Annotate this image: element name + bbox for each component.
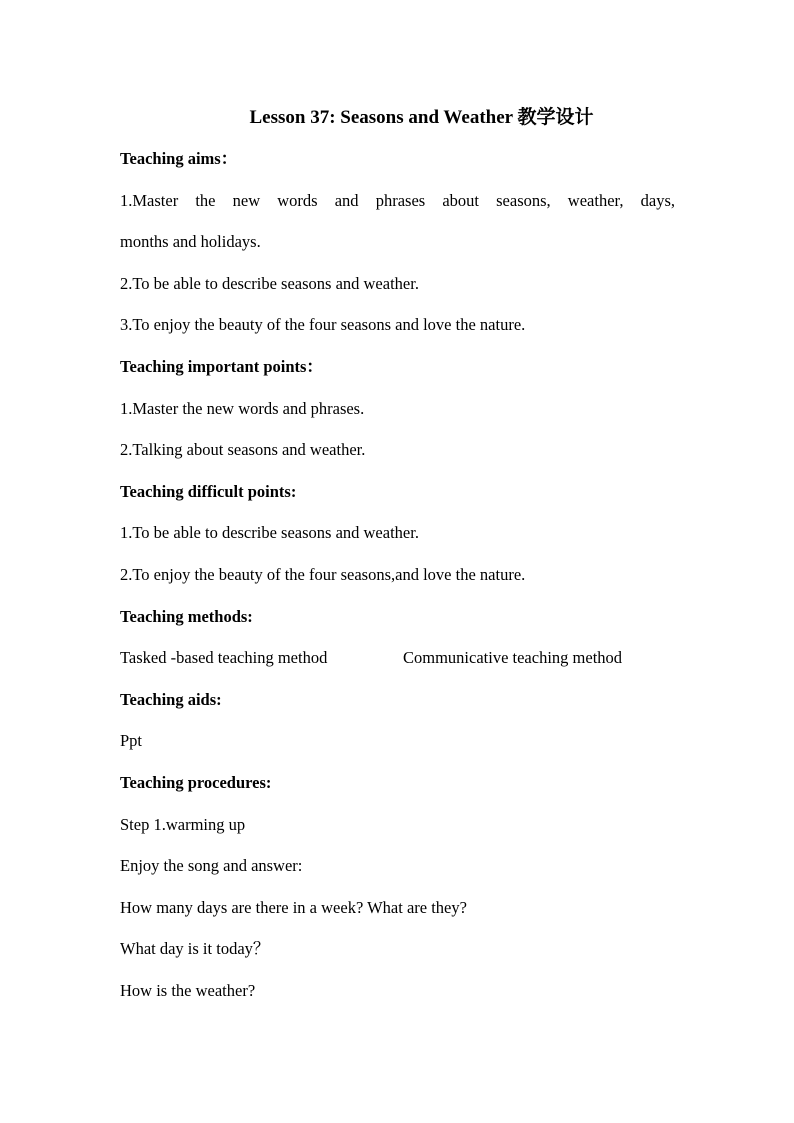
procedure-line-3: What day is it today？ bbox=[120, 939, 270, 959]
teaching-aims-item-2: 2.To be able to describe seasons and weather. bbox=[120, 273, 419, 293]
difficult-points-item-1: 1.To be able to describe seasons and weather. bbox=[120, 523, 419, 543]
procedure-line-1: Enjoy the song and answer: bbox=[120, 856, 303, 876]
important-points-item-2: 2.Talking about seasons and weather. bbox=[120, 440, 366, 460]
teaching-aims-item-1-line-1: 1.Master the new words and phrases about seasons, weather, days, bbox=[120, 190, 675, 210]
important-points-heading: Teaching important points： bbox=[120, 356, 323, 376]
document-title: Lesson 37: Seasons and Weather 教学设计 bbox=[249, 107, 594, 128]
teaching-procedures-heading: Teaching procedures: bbox=[120, 772, 272, 792]
teaching-methods-line bbox=[120, 645, 675, 687]
teaching-method-1: Tasked -based teaching method bbox=[120, 648, 328, 668]
important-points-item-1: 1.Master the new words and phrases. bbox=[120, 398, 365, 418]
teaching-methods-heading: Teaching methods: bbox=[120, 606, 253, 626]
procedure-step-1: Step 1.warming up bbox=[120, 814, 246, 834]
teaching-aims-heading: Teaching aims： bbox=[120, 149, 238, 168]
teaching-aids-heading: Teaching aids: bbox=[120, 689, 222, 709]
teaching-method-2: Communicative teaching method bbox=[403, 648, 623, 668]
teaching-aims-item-3: 3.To enjoy the beauty of the four seasons and love the nature. bbox=[120, 315, 526, 335]
teaching-aids-item: Ppt bbox=[120, 731, 143, 751]
procedure-line-2: How many days are there in a week? What are they? bbox=[120, 897, 467, 917]
difficult-points-item-2: 2.To enjoy the beauty of the four seasons,and love the nature. bbox=[120, 564, 526, 584]
procedure-line-4: How is the weather? bbox=[120, 980, 256, 1000]
teaching-aims-item-1-line-2: months and holidays. bbox=[120, 232, 261, 252]
document-body bbox=[120, 146, 675, 1019]
difficult-points-heading: Teaching difficult points: bbox=[120, 481, 297, 501]
